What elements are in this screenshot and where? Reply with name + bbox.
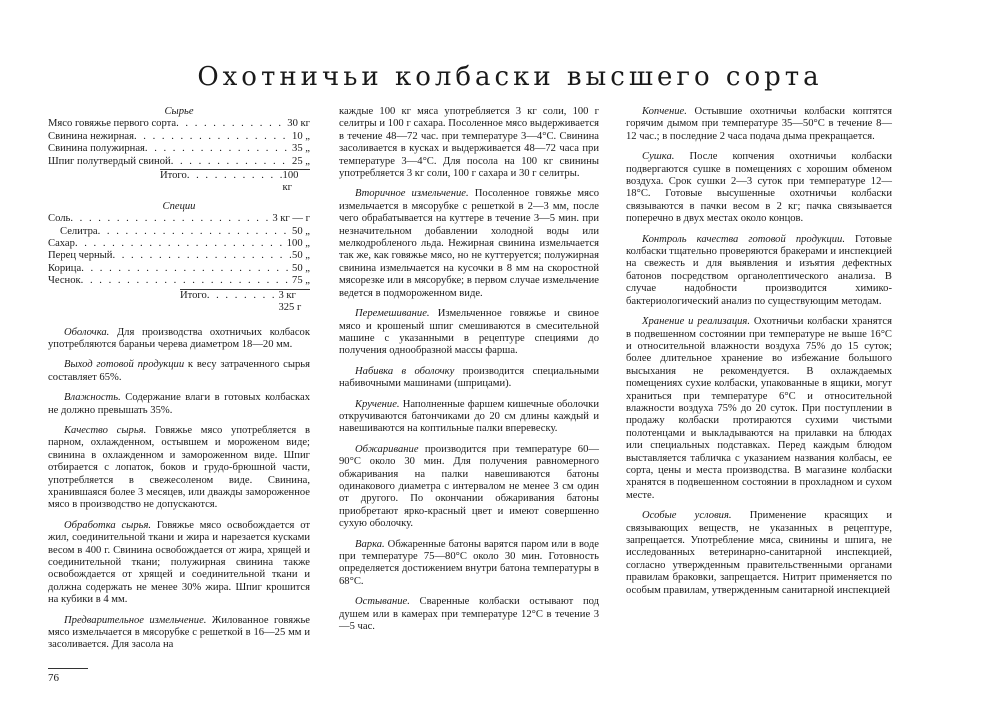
list-item: Чеснок . . . 75 „ [48, 275, 310, 287]
raw-total: Итого . . . 100 кг [160, 169, 310, 195]
paragraph-boiling: Варка. Обжаренные батоны варятся паром или в воде при температуре 75—80°С около 30 мин. Готовность определяется достижением внутри батона температуры в 68°С. [339, 538, 599, 587]
list-item: Селитра . . . 50 „ [48, 226, 310, 238]
paragraph-twisting: Кручение. Наполненные фаршем кишечные оболочки откручиваются батончиками до 20 см длины каждый и навешиваются на коптильные палки вперевеску. [339, 398, 599, 435]
paragraph-storage: Хранение и реализация. Охотничьи колбаски хранятся в подвешенном состоянии при температуре не выше 16°С и относительной влажности воздуха 75% до 15 суток; более длительное хранение во избежание большого высыхания не рекомендуется. В охлаждаемых помещениях сухие колбаски, упакованные в ящики, могут храниться при температуре 6°С и относительной влажности воздуха 75% до 20 суток. При поступлении в продажу колбаски протираются сухими чистыми полотенцами и выкладываются на прилавки на блюдах или специальных подставках. Перед каждым блюдом выставляется табличка с указанием названия колбасы, ее сорта, цены и места производства. В магазине колбаски хранятся в подвешенном состоянии в прохладном и сухом месте. [626, 316, 892, 501]
paragraph-quality-control: Контроль качества готовой продукции. Готовые колбаски тщательно проверяются бракерами и инспекцией на свежесть и для выявления и изъятия дефектных батонов посредством органолептического анализа. В случае надобности производится химико-бактериологический анализ по существующим методам. [626, 233, 893, 307]
list-item: Сахар . . . 100 „ [48, 238, 310, 250]
paragraph-pre-grinding: Предварительное измельчение. Жилованное говяжье мясо измельчается в мясорубке с решеткой в 16—25 мм и засоливается. Для засола на [48, 614, 310, 651]
page-number: 76 [48, 672, 59, 684]
page-number-rule [48, 668, 88, 669]
paragraph-roasting: Обжаривание производится при температуре 60—90°С около 30 мин. Для получения равномерного обжаривания на палки навешиваются батоны одинакового диаметра с интервалом не менее 3 см один от другого. По окончании обжаривания батоны приобретают ярко-красный цвет и имеют совершенно сухую оболочку. [339, 443, 599, 530]
list-item: Шпиг полутвердый свиной . . . 25 „ [48, 156, 310, 168]
paragraph-mixing: Перемешивание. Измельченное говяжье и свиное мясо и крошеный шпиг смешиваются в смесительной машине с указанными в рецептуре специями до получения однообразной массы фарша. [339, 308, 599, 357]
paragraph-salting-cont: каждые 100 кг мяса употребляется 3 кг соли, 100 г селитры и 100 г сахара. Посоленное мясо выдерживается в течение 48—72 час. при температуре 3—4°С. Свинина засоливается в кусках и выдерживается 48—72 часа при температуре 3—4°С. Для посола на 100 кг свинины употребляется 3 кг соли, 100 г сахара и 30 г селитры. [339, 106, 599, 180]
paragraph-moisture: Влажность. Содержание влаги в готовых колбасках не должно превышать 35%. [48, 392, 310, 416]
spices-heading: Специи [162, 200, 196, 212]
spices-list [48, 213, 310, 314]
column-3 [626, 106, 892, 605]
column-2 [339, 106, 599, 641]
paragraph-raw-processing: Обработка сырья. Говяжье мясо освобождается от жил, соединительной ткани и жира и нарезается кусками весом в 400 г. Свинина освобождается от жира, хрящей и соединительной ткани; полужирная свинина также освобождается от хрящей и соединительной ткани и должна содержать не менее 30% жира. Шпиг крошится на кубики в 4 мм. [48, 519, 310, 606]
paragraph-stuffing: Набивка в оболочку производится специальными набивочными машинами (шприцами). [339, 365, 600, 390]
list-item: Мясо говяжье первого сорта . . . 30 кг [48, 118, 310, 130]
list-item: Соль . . . 3 кг — г [48, 213, 310, 225]
paragraph-second-grinding: Вторичное измельчение. Посоленное говяжье мясо измельчается в мясорубке с решеткой в 2—3 мм, после чего обрабатывается на куттере в течение 3—5 мин. при незначительном добавлении холодной воды или мелкодробленого льда. Нежирная свинина измельчается так же, как говяжье мясо, но не куттеруется; полужирная свинина измельчается на кусочки в 8 мм на скоростной мясорезке или в мясорубке; в первом случае измельчение ведется в подмороженном виде. [339, 188, 599, 299]
paragraph-smoking: Копчение. Остывшие охотничьи колбаски коптятся горячим дымом при температуре 35—50°С в течение 8—12 час.; в последние 2 часа подача дыма прекращается. [626, 106, 892, 142]
page-title: Охотничьи колбаски высшего сорта [197, 62, 823, 92]
paragraph-casing: Оболочка. Для производства охотничьих колбасок употребляются бараньи черева диаметром 18—20 мм. [48, 326, 310, 350]
paragraph-raw-quality: Качество сырья. Говяжье мясо употребляется в парном, охлажденном, остывшем и мороженом виде; свинина в охлажденном и замороженном виде. Шпиг отбирается с лопаток, боков и грудо-брюшной части, употребляется в свежесоленом виде. Свинина, хранившаяся более 3 месяцев, или дважды замороженное мясо в производство не допускаются. [48, 424, 310, 511]
paragraph-yield: Выход готовой продукции к весу затраченного сырья составляет 65%. [48, 359, 310, 383]
list-item: Корица . . . 50 „ [48, 263, 310, 275]
spices-total: Итого . . . 3 кг 325 г [180, 289, 310, 315]
raw-list [48, 118, 310, 194]
list-item: Перец черный . . . 50 „ [48, 250, 310, 262]
raw-heading: Сырье [164, 106, 194, 117]
paragraph-drying: Сушка. После копчения охотничьи колбаски подвергаются сушке в помещениях с хорошим обменом воздуха. Срок сушки 2—3 суток при температуре 12—18°С. Готовые высушенные охотничьи колбаски связываются в пачки весом в 2 кг; пачка связывается поперечно в двух местах около концов. [626, 151, 892, 225]
list-item: Свинина нежирная . . . 10 „ [48, 131, 310, 143]
paragraph-cooling: Остывание. Сваренные колбаски остывают под душем или в камерах при температуре 12°С в течение 3—5 час. [339, 596, 599, 633]
paragraph-special-conditions: Особые условия. Применение красящих и связывающих веществ, не указанных в рецептуре, запрещается. Употребление мяса, свинины и шпига, не исследованных ветеринарно-санитарной инспекцией, согласно утвержденным правительственными органами правилам браковки, запрещается. Нитрит применяется по особым правилам, утвержденным санитарной инспекцией [626, 510, 892, 596]
list-item: Свинина полужирная . . . 35 „ [48, 143, 310, 155]
column-1 [48, 106, 310, 660]
